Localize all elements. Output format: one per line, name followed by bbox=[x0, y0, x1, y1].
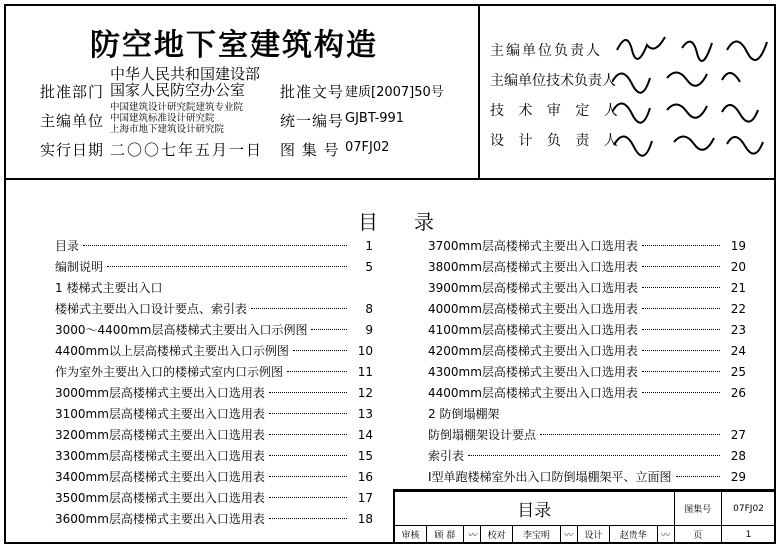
toc-entry bbox=[428, 299, 746, 320]
toc-entry-page: 10 bbox=[357, 344, 373, 358]
designer-signature: 〰 bbox=[657, 526, 674, 544]
toc-entry-title: 3000～4400mm层高楼梯式主要出入口示例图 bbox=[55, 323, 308, 337]
dept-line: 中华人民共和国建设部 bbox=[110, 65, 261, 83]
divider bbox=[4, 178, 776, 180]
editor-line: 上海市地下建筑设计研究院 bbox=[110, 124, 225, 135]
toc-entry-page: 19 bbox=[730, 239, 746, 253]
divider bbox=[478, 4, 480, 178]
toc-entry bbox=[428, 425, 746, 446]
toc-title: 目录 bbox=[358, 210, 470, 234]
date: 二〇〇七年五月一日 bbox=[110, 141, 264, 159]
toc-entry-title: 3400mm层高楼梯式主要出入口选用表 bbox=[55, 470, 265, 484]
toc-entry-page: 20 bbox=[730, 260, 746, 274]
dot-leader bbox=[642, 371, 720, 372]
toc-left-column bbox=[55, 236, 373, 530]
approval-dept-label: 批准部门 bbox=[40, 83, 105, 101]
toc-entry-title: 1 楼梯式主要出入口 bbox=[55, 281, 163, 295]
atlas-no: 07FJ02 bbox=[345, 140, 390, 155]
toc-entry bbox=[55, 341, 373, 362]
toc-entry-page: 5 bbox=[365, 260, 373, 274]
date-label: 实行日期 bbox=[40, 141, 105, 159]
review-label: 审核 bbox=[395, 526, 426, 544]
dot-leader bbox=[269, 392, 347, 393]
atlas-no: 07FJ02 bbox=[722, 492, 776, 526]
toc-entry-title: 3500mm层高楼梯式主要出入口选用表 bbox=[55, 491, 265, 505]
doc-no-label: 批准文号 bbox=[280, 83, 345, 101]
atlas-title: 防空地下室建筑构造 bbox=[90, 28, 378, 63]
toc-entry bbox=[428, 257, 746, 278]
toc-entry bbox=[428, 341, 746, 362]
toc-entry bbox=[55, 467, 373, 488]
resp-label: 设 计 负 责 人 bbox=[490, 133, 623, 149]
editor-label: 主编单位 bbox=[40, 112, 105, 130]
dot-leader bbox=[83, 245, 347, 246]
toc-entry bbox=[428, 383, 746, 404]
toc-entry-title: 防倒塌棚架设计要点 bbox=[428, 428, 537, 442]
dot-leader bbox=[540, 434, 720, 435]
resp-label: 主编单位负责人 bbox=[490, 43, 602, 59]
dot-leader bbox=[642, 287, 720, 288]
reviewer-signature: 〰 bbox=[464, 526, 481, 544]
toc-entry bbox=[55, 362, 373, 383]
toc-entry-title: 3600mm层高楼梯式主要出入口选用表 bbox=[55, 512, 265, 526]
atlas-no-label: 图集号 bbox=[674, 492, 722, 526]
toc-entry bbox=[428, 362, 746, 383]
toc-entry-page: 25 bbox=[730, 365, 746, 379]
toc-entry-title: 3100mm层高楼梯式主要出入口选用表 bbox=[55, 407, 265, 421]
page-label: 页 bbox=[674, 526, 722, 544]
toc-entry-page: 12 bbox=[357, 386, 373, 400]
toc-entry-title: 作为室外主要出入口的楼梯式室内口示例图 bbox=[55, 365, 284, 379]
dot-leader bbox=[642, 245, 720, 246]
dot-leader bbox=[642, 392, 720, 393]
toc-entry-page: 1 bbox=[365, 239, 373, 253]
toc-entry-page: 9 bbox=[365, 323, 373, 337]
toc-entry-page: 11 bbox=[357, 365, 373, 379]
toc-entry-page: 27 bbox=[730, 428, 746, 442]
toc-entry bbox=[55, 509, 373, 530]
toc-entry-page: 23 bbox=[730, 323, 746, 337]
toc-entry bbox=[428, 467, 746, 488]
toc-entry-page: 17 bbox=[357, 491, 373, 505]
dot-leader bbox=[107, 266, 347, 267]
toc-entry bbox=[428, 446, 746, 467]
toc-entry-title: 楼梯式主要出入口设计要点、索引表 bbox=[55, 302, 248, 316]
toc-section-heading bbox=[55, 278, 373, 299]
dot-leader bbox=[293, 350, 347, 351]
toc-entry bbox=[55, 257, 373, 278]
approval-dept bbox=[110, 66, 260, 98]
sheet-title: 目录 bbox=[395, 492, 674, 526]
toc-entry-page: 22 bbox=[730, 302, 746, 316]
resp-label: 技 术 审 定 人 bbox=[490, 103, 623, 119]
dot-leader bbox=[642, 329, 720, 330]
unified-no-label: 统一编号 bbox=[280, 112, 345, 130]
toc-entry-title: 目录 bbox=[55, 239, 80, 253]
dot-leader bbox=[287, 371, 347, 372]
toc-entry-page: 8 bbox=[365, 302, 373, 316]
atlas-no-label: 图 集 号 bbox=[280, 141, 340, 159]
toc-entry-page: 18 bbox=[357, 512, 373, 526]
toc-entry bbox=[55, 383, 373, 404]
toc-entry bbox=[428, 320, 746, 341]
checker: 李宝明 bbox=[513, 526, 561, 544]
dot-leader bbox=[269, 518, 347, 519]
dot-leader bbox=[269, 413, 347, 414]
toc-entry-page: 29 bbox=[730, 470, 746, 484]
toc-entry-title: 4000mm层高楼梯式主要出入口选用表 bbox=[428, 302, 638, 316]
dot-leader bbox=[311, 329, 347, 330]
toc-entry-page: 14 bbox=[357, 428, 373, 442]
toc-entry-page: 15 bbox=[357, 449, 373, 463]
dept-line: 国家人民防空办公室 bbox=[110, 81, 246, 99]
toc-entry-title: 2 防倒塌棚架 bbox=[428, 407, 500, 421]
toc-entry bbox=[55, 425, 373, 446]
editor-line: 中国建筑标准设计研究院 bbox=[110, 113, 215, 124]
dot-leader bbox=[251, 308, 347, 309]
toc-entry bbox=[55, 299, 373, 320]
toc-entry-title: 3000mm层高楼梯式主要出入口选用表 bbox=[55, 386, 265, 400]
toc-entry-title: 3800mm层高楼梯式主要出入口选用表 bbox=[428, 260, 638, 274]
unified-no: GJBT-991 bbox=[345, 111, 405, 126]
toc-entry-title: 3900mm层高楼梯式主要出入口选用表 bbox=[428, 281, 638, 295]
title-block bbox=[393, 489, 776, 544]
dot-leader bbox=[642, 350, 720, 351]
toc-entry-title: 3300mm层高楼梯式主要出入口选用表 bbox=[55, 449, 265, 463]
checker-signature: 〰 bbox=[560, 526, 577, 544]
toc-section-heading bbox=[428, 404, 746, 425]
resp-label: 主编单位技术负责人 bbox=[490, 73, 616, 89]
editors bbox=[110, 102, 243, 135]
check-label: 校对 bbox=[481, 526, 513, 544]
toc-entry-page: 26 bbox=[730, 386, 746, 400]
doc-no: 建质[2007]50号 bbox=[345, 85, 444, 100]
toc-entry-title: 4300mm层高楼梯式主要出入口选用表 bbox=[428, 365, 638, 379]
reviewer: 顾 群 bbox=[426, 526, 463, 544]
page-number: 1 bbox=[722, 526, 776, 544]
toc-entry-title: 4200mm层高楼梯式主要出入口选用表 bbox=[428, 344, 638, 358]
toc-entry bbox=[55, 404, 373, 425]
toc-entry-title: 4400mm层高楼梯式主要出入口选用表 bbox=[428, 386, 638, 400]
toc-entry-page: 16 bbox=[357, 470, 373, 484]
toc-entry-title: 编制说明 bbox=[55, 260, 104, 274]
dot-leader bbox=[269, 476, 347, 477]
designer: 赵贵华 bbox=[610, 526, 658, 544]
dot-leader bbox=[642, 266, 720, 267]
dot-leader bbox=[642, 308, 720, 309]
toc-entry bbox=[428, 236, 746, 257]
toc-entry bbox=[55, 320, 373, 341]
dot-leader bbox=[269, 434, 347, 435]
toc-entry bbox=[428, 278, 746, 299]
dot-leader bbox=[676, 476, 720, 477]
dot-leader bbox=[468, 455, 720, 456]
toc-right-column bbox=[428, 236, 746, 488]
toc-entry-title: 4400mm以上层高楼梯式主要出入口示例图 bbox=[55, 344, 289, 358]
toc-entry-title: Ⅰ型单跑楼梯室外出入口防倒塌棚架平、立面图 bbox=[428, 470, 672, 484]
design-label: 设计 bbox=[577, 526, 609, 544]
dot-leader bbox=[269, 455, 347, 456]
toc-entry bbox=[55, 446, 373, 467]
toc-entry bbox=[55, 236, 373, 257]
toc-entry-page: 21 bbox=[730, 281, 746, 295]
toc-entry-page: 24 bbox=[730, 344, 746, 358]
toc-entry-page: 28 bbox=[730, 449, 746, 463]
toc-entry bbox=[55, 488, 373, 509]
signatures bbox=[612, 20, 777, 170]
editor-line: 中国建筑设计研究院建筑专业院 bbox=[110, 102, 244, 113]
toc-entry-title: 索引表 bbox=[428, 449, 465, 463]
toc-entry-title: 3200mm层高楼梯式主要出入口选用表 bbox=[55, 428, 265, 442]
toc-entry-title: 3700mm层高楼梯式主要出入口选用表 bbox=[428, 239, 638, 253]
toc-entry-title: 4100mm层高楼梯式主要出入口选用表 bbox=[428, 323, 638, 337]
dot-leader bbox=[269, 497, 347, 498]
toc-entry-page: 13 bbox=[357, 407, 373, 421]
